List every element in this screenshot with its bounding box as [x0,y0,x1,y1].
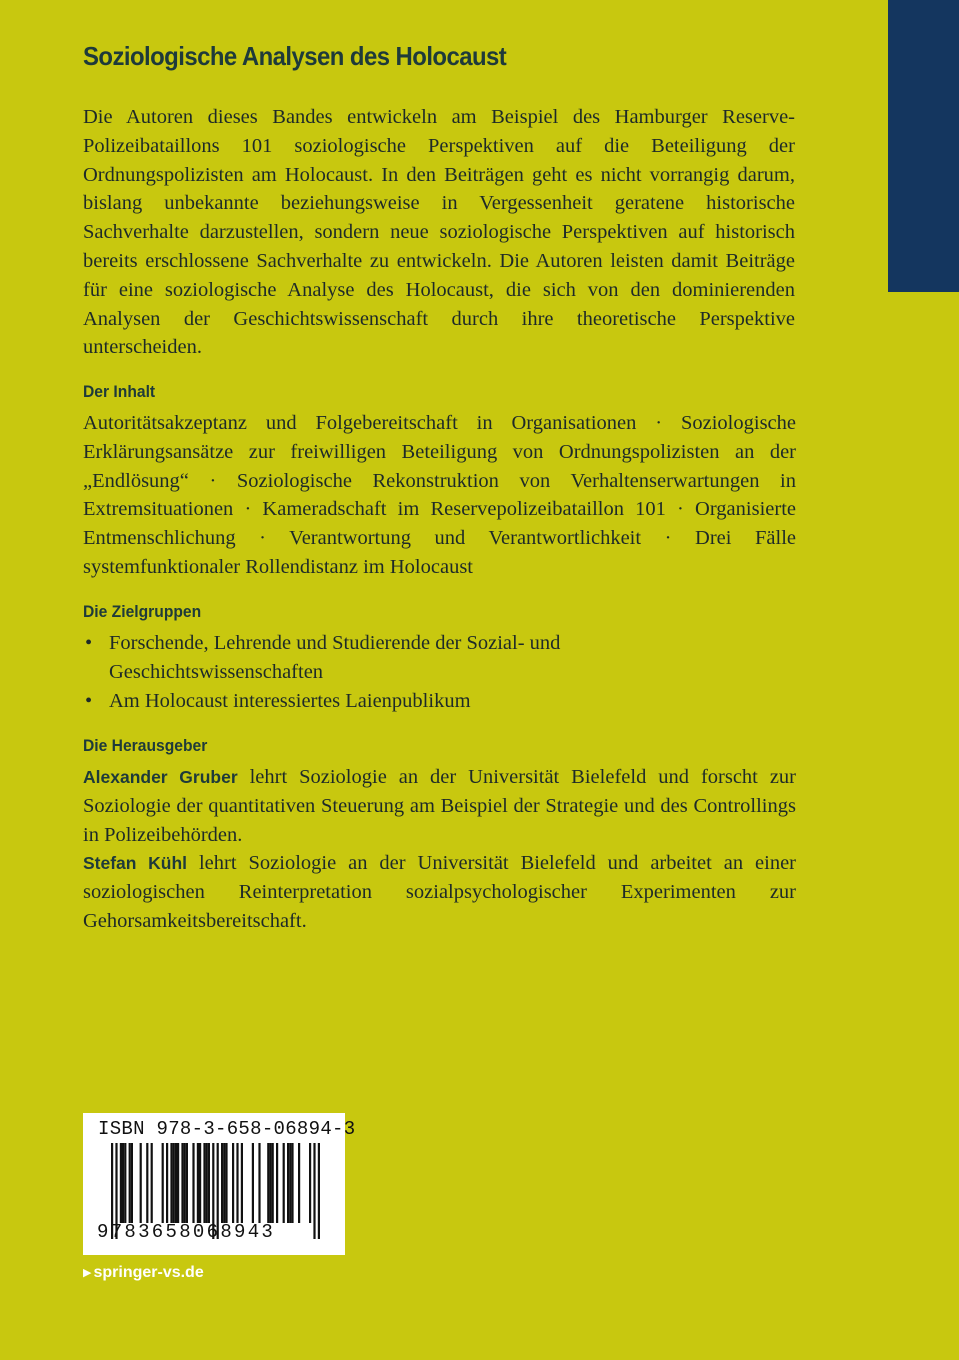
intro-paragraph: Die Autoren dieses Bandes entwickeln am Beispiel des Hamburger Reserve-Polizeibataillons 101 soziologische Perspektiven auf die Beteiligung der Ordnungspolizisten am Holocaust. In den Beiträgen geht es nicht vorrangig darum, bislang unbekannte beziehungsweise in Vergessenheit geratene historische Sachverhalte darzustellen, sondern neue soziologische Perspektiven auf historisch bereits erschlossene Sachverhalte zu entwickeln. Die Autoren leisten damit Beiträge für eine soziologische Analyse des Holocaust, die sich von den dominierenden Analysen der Geschichtswissenschaft durch ihre theoretische Perspektive unterscheiden. [83,106,795,359]
barcode-bar [225,1143,227,1223]
barcode-bar [199,1143,201,1223]
barcode-bar [313,1143,315,1239]
play-arrow-icon: ▶ [83,1267,92,1279]
barcode-bar [120,1143,122,1223]
barcode-bar [258,1143,260,1223]
barcode-bar [192,1143,194,1223]
editor-name: Stefan Kühl [83,853,188,874]
barcode-bar [166,1143,168,1223]
editor-entry [83,763,796,849]
editor-bio: lehrt Soziologie an der Universität Bielefeld und arbeitet an einer soziologischen Reinterpretation sozialpsychologischer Experimenten zur Gehorsamkeitsbereitschaft. [83,852,796,932]
barcode-bar [122,1143,124,1223]
audience-list [83,629,589,715]
barcode-bar [146,1143,148,1223]
barcode-bar [232,1143,234,1223]
barcode-bar [267,1143,269,1223]
barcode-bar [140,1143,142,1223]
barcode-bar [223,1143,225,1223]
barcode-bar [197,1143,199,1223]
list-item-text: Am Holocaust interessiertes Laienpublikum [109,689,471,712]
list-item [83,629,589,687]
barcode-bar [203,1143,205,1223]
barcode-bar [177,1143,179,1223]
accent-tab [888,0,959,292]
barcode-bar [186,1143,188,1223]
editors-heading: Die Herausgeber [83,736,208,755]
barcode-bar [241,1143,243,1223]
barcode-bar [129,1143,131,1223]
book-title: Soziologische Analysen des Holocaust [83,41,507,71]
barcode-bar [124,1143,126,1223]
barcode-bar [170,1143,172,1223]
editor-bio: lehrt Soziologie an der Universität Bielefeld und forscht zur Soziologie der quantitativen Steuerung am Beispiel der Strategie und des Controllings in Polizeibehörden. [83,766,796,846]
barcode-bar [151,1143,153,1223]
barcode-bar [283,1143,285,1223]
barcode-bar [184,1143,186,1223]
barcode-bar [309,1143,311,1223]
list-item-text: Forschende, Lehrende und Studierende der Sozial- und Geschichtswissenschaften [109,632,561,683]
list-item [83,687,589,716]
barcode-bar [289,1143,291,1223]
barcode-bar [318,1143,320,1239]
barcode-digits: 9783658068943 [97,1221,276,1243]
publisher-link[interactable] [83,1264,204,1282]
barcode-bar [181,1143,183,1223]
barcode-bar [173,1143,175,1223]
barcode-bar [208,1143,210,1223]
barcode-bar [291,1143,293,1223]
editor-entry [83,849,796,935]
bullet-icon: • [85,689,93,712]
publisher-link-text: springer-vs.de [93,1264,204,1281]
barcode-bar [276,1143,278,1223]
barcode-bar [131,1143,133,1223]
bullet-icon: • [85,632,93,654]
content-text: Autoritätsakzeptanz und Folgebereitschaft in Organisationen · Soziologische Erklärungsansätze zur freiwilligen Beteiligung von Ordnungspolizisten an der „Endlösung“ · Soziologische Rekonstruktion von Verhaltenserwartungen in Extremsituationen · Kameradschaft im Reservepolizeibataillon 101 · Organisierte Entmenschlichung · Verantwortung und Verantwortlichkeit · Drei Fälle systemfunktionaler Rollendistanz im Holocaust [83,412,796,578]
barcode-bar [236,1143,238,1223]
barcode-bar [272,1143,274,1223]
barcode-bar [175,1143,177,1223]
barcode-bar [162,1143,164,1223]
audience-heading: Die Zielgruppen [83,602,202,621]
editors-block [83,763,796,936]
editor-name: Alexander Gruber [83,767,238,787]
barcode-bar [252,1143,254,1223]
barcode-bar [221,1143,223,1223]
content-heading: Der Inhalt [83,382,156,401]
isbn-label: ISBN 978-3-658-06894-3 [98,1118,356,1140]
isbn-barcode [83,1113,356,1255]
barcode-bar [298,1143,300,1223]
barcode-bar [206,1143,208,1223]
barcode-bar [287,1143,289,1223]
barcode-bar [269,1143,271,1223]
